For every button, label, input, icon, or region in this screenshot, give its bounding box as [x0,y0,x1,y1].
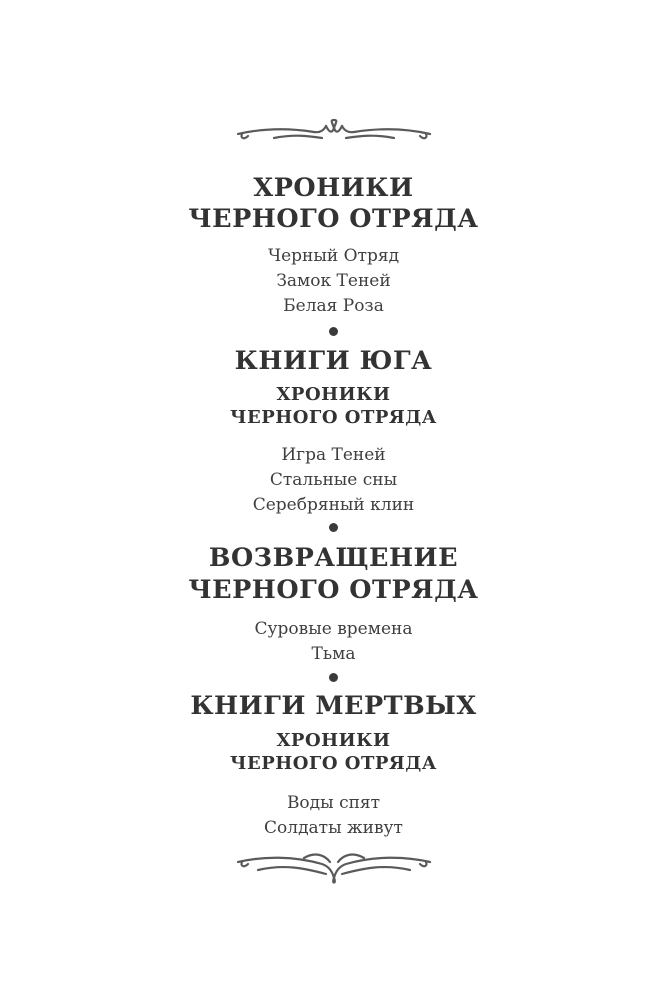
section-separator-dot [329,327,338,336]
book-title: Стальные сны [269,470,398,490]
book-title: Суровые времена [254,619,413,639]
book-title: Тьма [311,644,356,664]
section-2-subtitle-line-2: ЧЕРНОГО ОТРЯДА [230,407,437,428]
section-3-title-line-2: ЧЕРНОГО ОТРЯДА [188,575,479,605]
bottom-ornament [0,848,667,888]
section-3-title-line-1: ВОЗВРАЩЕНИЕ [208,543,459,573]
section-4-subtitle-line-1: ХРОНИКИ [276,730,391,751]
flourish-icon [234,848,434,888]
book-title: Белая Роза [283,296,384,316]
section-4-subtitle-line-2: ЧЕРНОГО ОТРЯДА [230,753,437,774]
book-title: Игра Теней [281,445,386,465]
book-title: Черный Отряд [267,246,400,266]
section-separator-dot [329,673,338,682]
book-title: Воды спят [286,793,381,813]
book-title: Солдаты живут [264,818,403,838]
section-1-title-line-2: ЧЕРНОГО ОТРЯДА [188,204,479,234]
book-title: Замок Теней [276,271,391,291]
section-separator-dot [329,523,338,532]
section-1-title-line-1: ХРОНИКИ [253,173,414,203]
section-2-subtitle-line-1: ХРОНИКИ [276,384,391,405]
book-title: Серебряный клин [252,495,415,515]
top-ornament [0,118,667,144]
section-2-title: КНИГИ ЮГА [234,346,433,376]
flourish-icon [234,118,434,144]
section-4-title: КНИГИ МЕРТВЫХ [190,691,477,721]
